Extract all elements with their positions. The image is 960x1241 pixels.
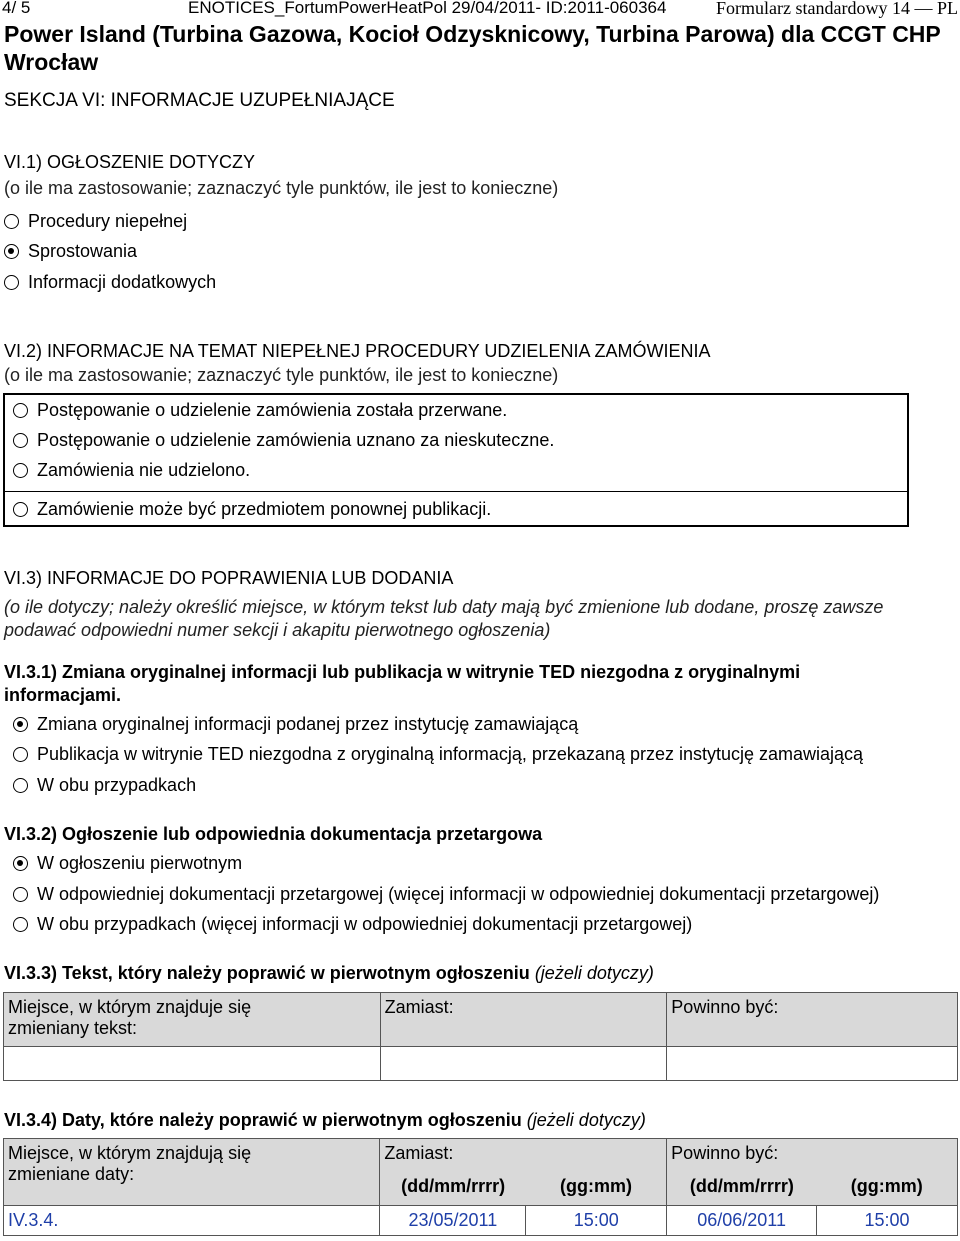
- vi31-option-zmiana[interactable]: [13, 713, 578, 735]
- vi34-sub-date-old: (dd/mm/rrrr): [380, 1172, 526, 1206]
- vi3-note-line2: podawać odpowiedni numer sekcji i akapitu pierwotnego ogłoszenia): [4, 620, 551, 640]
- vi34-col2-header: Zamiast:: [380, 1139, 667, 1172]
- vi33-heading: VI.3.3) Tekst, który należy poprawić w pierwotnym ogłoszeniu: [4, 963, 530, 983]
- col-header-line: Miejsce, w którym znajdują się: [8, 1143, 252, 1163]
- vi34-col3-header: Powinno być:: [667, 1139, 958, 1172]
- vi32-option-dokumentacji[interactable]: [13, 883, 879, 905]
- vi33-heading-row: [4, 962, 654, 984]
- vi34-heading-row: [4, 1109, 646, 1131]
- vi34-heading-suffix: (jeżeli dotyczy): [526, 1110, 646, 1130]
- col-header-line: zmieniane daty:: [8, 1164, 135, 1184]
- option-label: Postępowanie o udzielenie zamówienia została przerwane.: [37, 400, 508, 420]
- vi31-heading-line1: VI.3.1) Zmiana oryginalnej informacji lub publikacja w witrynie TED niezgodna z oryginalnymi: [4, 662, 801, 682]
- document-title: Power Island (Turbina Gazowa, Kocioł Odzysknicowy, Turbina Parowa) dla CCGT CHP Wrocław: [4, 21, 941, 75]
- notice-reference: ENOTICES_FortumPowerHeatPol 29/04/2011- ID:2011-060364: [188, 0, 667, 17]
- vi34-cell-new-date: 06/06/2011: [667, 1206, 817, 1236]
- radio-icon[interactable]: [13, 887, 28, 902]
- radio-icon[interactable]: [13, 433, 28, 448]
- table-row: [4, 1206, 958, 1236]
- option-label: Postępowanie o udzielenie zamówienia uznano za nieskuteczne.: [37, 430, 555, 450]
- page-number: 4/ 5: [2, 0, 31, 17]
- vi1-option-informacji[interactable]: [4, 271, 216, 293]
- col-header-line: Miejsce, w którym znajduje się: [8, 997, 252, 1017]
- page-header: [2, 0, 958, 20]
- vi34-cell-new-time: 15:00: [817, 1206, 958, 1236]
- vi2-option-ponownej-publikacji[interactable]: [13, 498, 491, 520]
- vi34-sub-time-old: (gg:mm): [526, 1172, 667, 1206]
- vi34-col1-header: [4, 1139, 380, 1206]
- vi31-option-publikacja[interactable]: [13, 743, 863, 765]
- radio-icon[interactable]: [13, 917, 28, 932]
- vi33-col2-header: Zamiast:: [380, 993, 667, 1047]
- vi2-option-nie-udzielono[interactable]: [13, 459, 250, 481]
- option-label: W obu przypadkach: [37, 775, 197, 795]
- vi32-option-pierwotnym[interactable]: [13, 852, 242, 874]
- option-label: Publikacja w witrynie TED niezgodna z oryginalną informacją, przekazaną przez instytucję zamawiającą: [37, 744, 864, 764]
- vi1-option-procedury[interactable]: [4, 210, 187, 232]
- vi34-sub-date-new: (dd/mm/rrrr): [667, 1172, 817, 1206]
- vi33-heading-suffix: (jeżeli dotyczy): [534, 963, 654, 983]
- option-label: W ogłoszeniu pierwotnym: [37, 853, 243, 873]
- option-label: Procedury niepełnej: [28, 211, 188, 231]
- radio-icon[interactable]: [13, 463, 28, 478]
- radio-icon[interactable]: [13, 747, 28, 762]
- vi1-note: (o ile ma zastosowanie; zaznaczyć tyle punktów, ile jest to konieczne): [4, 178, 559, 198]
- vi34-cell-old-time: 15:00: [526, 1206, 667, 1236]
- radio-icon[interactable]: [13, 778, 28, 793]
- vi31-option-obu[interactable]: [13, 774, 196, 796]
- section-heading: SEKCJA VI: INFORMACJE UZUPEŁNIAJĄCE: [4, 90, 395, 111]
- vi33-col3-header: Powinno być:: [667, 993, 958, 1047]
- vi2-option-przerwane[interactable]: [13, 399, 507, 421]
- radio-icon[interactable]: [4, 275, 19, 290]
- vi3-heading: VI.3) INFORMACJE DO POPRAWIENIA LUB DODANIA: [4, 568, 454, 588]
- vi34-cell-old-date: 23/05/2011: [380, 1206, 526, 1236]
- form-label: Formularz standardowy 14 — PL: [716, 0, 958, 18]
- option-label: W odpowiedniej dokumentacji przetargowej (więcej informacji w odpowiedniej dokumentacji przetargowej): [37, 884, 880, 904]
- vi1-heading: VI.1) OGŁOSZENIE DOTYCZY: [4, 152, 256, 172]
- option-label: Informacji dodatkowych: [28, 272, 217, 292]
- vi34-cell-place: IV.3.4.: [4, 1206, 380, 1236]
- radio-icon[interactable]: [13, 502, 28, 517]
- radio-selected-icon[interactable]: [13, 856, 28, 871]
- radio-selected-icon[interactable]: [13, 717, 28, 732]
- vi33-cell-place: [4, 1047, 381, 1081]
- radio-selected-icon[interactable]: [4, 244, 19, 259]
- vi33-cell-old: [380, 1047, 667, 1081]
- vi2-note: (o ile ma zastosowanie; zaznaczyć tyle punktów, ile jest to konieczne): [4, 365, 559, 385]
- option-label: Sprostowania: [28, 241, 138, 261]
- vi33-col1-header: [4, 993, 381, 1047]
- radio-icon[interactable]: [4, 214, 19, 229]
- box-divider: [5, 491, 907, 492]
- vi32-option-obu[interactable]: [13, 913, 692, 935]
- option-label: Zamówienia nie udzielono.: [37, 460, 251, 480]
- vi2-heading: VI.2) INFORMACJE NA TEMAT NIEPEŁNEJ PROCEDURY UDZIELENIA ZAMÓWIENIA: [4, 341, 711, 361]
- option-label: Zamówienie może być przedmiotem ponownej publikacji.: [37, 499, 492, 519]
- vi33-cell-new: [667, 1047, 958, 1081]
- vi34-heading: VI.3.4) Daty, które należy poprawić w pierwotnym ogłoszeniu: [4, 1110, 522, 1130]
- option-label: Zmiana oryginalnej informacji podanej przez instytucję zamawiającą: [37, 714, 579, 734]
- vi2-option-nieskuteczne[interactable]: [13, 429, 554, 451]
- option-label: W obu przypadkach (więcej informacji w odpowiedniej dokumentacji przetargowej): [37, 914, 693, 934]
- vi33-table: [3, 992, 958, 1081]
- radio-icon[interactable]: [13, 403, 28, 418]
- col-header-line: zmieniany tekst:: [8, 1018, 138, 1038]
- vi32-heading: VI.3.2) Ogłoszenie lub odpowiednia dokumentacja przetargowa: [4, 824, 543, 844]
- vi1-option-sprostowania[interactable]: [4, 240, 137, 262]
- vi34-sub-time-new: (gg:mm): [817, 1172, 958, 1206]
- vi31-heading-line2: informacjami.: [4, 685, 122, 705]
- vi3-note-line1: (o ile dotyczy; należy określić miejsce, w którym tekst lub daty mają być zmienione lub dodane, proszę zawsze: [4, 597, 884, 617]
- vi34-table: [3, 1138, 958, 1236]
